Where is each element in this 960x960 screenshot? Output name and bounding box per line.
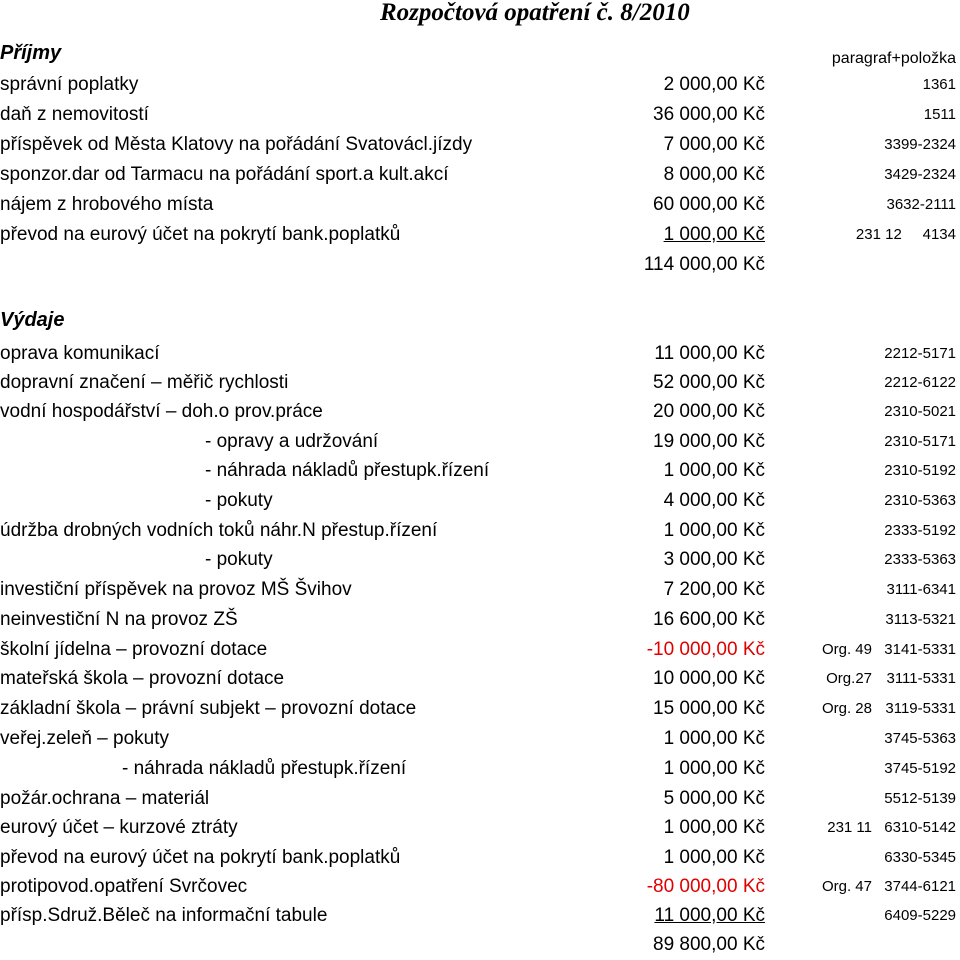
row-code: 1511 — [923, 106, 956, 123]
row-code: 2212-6122 — [884, 374, 956, 391]
row-label: školní jídelna – provozní dotace — [0, 639, 268, 660]
row-amount: 1 000,00 Kč — [663, 460, 765, 481]
expense-row — [0, 486, 960, 516]
row-amount: 1 000,00 Kč — [663, 758, 765, 779]
row-label: investiční příspěvek na provoz MŠ Švihov — [0, 579, 352, 600]
row-label: nájem z hrobového místa — [0, 194, 214, 215]
row-amount: 2 000,00 Kč — [663, 74, 765, 95]
row-label: eurový účet – kurzové ztráty — [0, 817, 238, 838]
row-code: 6409-5229 — [884, 907, 956, 924]
row-label: mateřská škola – provozní dotace — [0, 668, 285, 689]
row-code: 2310-5363 — [884, 492, 956, 509]
row-code: 2310-5192 — [884, 462, 956, 479]
expense-row — [0, 516, 960, 546]
income-row — [0, 130, 960, 160]
row-code: 2333-5363 — [884, 551, 956, 568]
row-code: 1361 — [922, 76, 956, 93]
row-amount: -80 000,00 Kč — [646, 876, 765, 897]
row-code: 3745-5192 — [884, 760, 956, 777]
row-org: Org.27 — [826, 670, 872, 687]
row-label: - náhrada nákladů přestupk.řízení — [122, 758, 407, 779]
row-label: přísp.Sdruž.Běleč na informační tabule — [0, 905, 328, 926]
row-amount: 15 000,00 Kč — [653, 698, 765, 719]
expense-row — [0, 545, 960, 575]
row-code: 3632-2111 — [886, 196, 956, 213]
row-code: 5512-5139 — [884, 790, 956, 807]
page-title: Rozpočtová opatření č. 8/2010 — [380, 0, 690, 26]
expense-row — [0, 694, 960, 724]
expense-row — [0, 813, 960, 843]
income-heading: Příjmy — [0, 42, 62, 64]
income-row — [0, 70, 960, 100]
row-code: 3744-6121 — [884, 878, 956, 895]
row-amount: 5 000,00 Kč — [663, 788, 765, 809]
row-code: 3141-5331 — [884, 641, 956, 658]
row-label: - opravy a udržování — [205, 431, 379, 452]
income-row — [0, 190, 960, 220]
expense-row — [0, 368, 960, 398]
row-amount: 20 000,00 Kč — [653, 401, 765, 422]
row-amount: 1 000,00 Kč — [663, 224, 765, 245]
row-amount: 3 000,00 Kč — [663, 549, 765, 570]
row-label: sponzor.dar od Tarmacu na pořádání sport.a kult.akcí — [0, 164, 449, 185]
row-org: Org. 47 — [821, 878, 872, 895]
expense-row — [0, 575, 960, 605]
row-amount: 16 600,00 Kč — [653, 609, 765, 630]
row-amount: 8 000,00 Kč — [663, 164, 765, 185]
row-amount: 60 000,00 Kč — [653, 194, 765, 215]
row-code: 2212-5171 — [884, 345, 956, 362]
row-label: - náhrada nákladů přestupk.řízení — [205, 460, 490, 481]
row-label: daň z nemovitostí — [0, 104, 149, 125]
income-row — [0, 220, 960, 250]
row-code: 231 12 4134 — [855, 226, 956, 243]
row-amount: -10 000,00 Kč — [646, 639, 765, 660]
row-code: 3111-6341 — [886, 581, 956, 598]
expense-row — [0, 635, 960, 665]
row-amount: 1 000,00 Kč — [663, 520, 765, 541]
row-amount: 10 000,00 Kč — [653, 668, 765, 689]
row-amount: 11 000,00 Kč — [654, 905, 765, 926]
column-header-paragraph-item: paragraf+položka — [831, 50, 956, 67]
row-amount: 4 000,00 Kč — [663, 490, 765, 511]
expense-row — [0, 724, 960, 754]
row-org: Org. 49 — [821, 641, 872, 658]
row-code: 3113-5321 — [885, 611, 956, 628]
row-label: požár.ochrana – materiál — [0, 788, 210, 809]
row-amount: 11 000,00 Kč — [654, 343, 765, 364]
income-row — [0, 100, 960, 130]
row-org: 231 11 — [827, 819, 872, 836]
row-code: 2310-5021 — [884, 403, 956, 420]
expense-row — [0, 784, 960, 814]
row-label: - pokuty — [205, 490, 273, 511]
row-amount: 7 200,00 Kč — [663, 579, 765, 600]
expense-row — [0, 901, 960, 931]
expenses-heading: Výdaje — [0, 309, 65, 331]
row-code: 2333-5192 — [884, 522, 956, 539]
row-code: 3111-5331 — [886, 670, 956, 687]
row-label: veřej.zeleň – pokuty — [0, 728, 169, 749]
expense-total-row — [0, 930, 960, 960]
row-label: neinvestiční N na provoz ZŠ — [0, 609, 238, 630]
row-label: základní škola – právní subjekt – provozní dotace — [0, 698, 417, 719]
row-code: 3429-2324 — [884, 166, 956, 183]
row-amount: 36 000,00 Kč — [653, 104, 765, 125]
row-org: Org. 28 — [821, 700, 872, 717]
expense-total: 89 800,00 Kč — [653, 934, 765, 955]
expense-row — [0, 664, 960, 694]
row-code: 3399-2324 — [884, 136, 956, 153]
row-label: dopravní značení – měřič rychlosti — [0, 372, 289, 393]
row-amount: 1 000,00 Kč — [663, 817, 765, 838]
expense-row — [0, 843, 960, 873]
row-code: 3119-5331 — [885, 700, 956, 717]
row-label: - pokuty — [205, 549, 273, 570]
expense-row — [0, 339, 960, 369]
expense-row — [0, 427, 960, 457]
row-label: protipovod.opatření Svrčovec — [0, 876, 248, 897]
row-amount: 1 000,00 Kč — [663, 847, 765, 868]
income-total-row — [0, 250, 960, 280]
row-label: vodní hospodářství – doh.o prov.práce — [0, 401, 323, 422]
row-label: převod na eurový účet na pokrytí bank.poplatků — [0, 224, 401, 245]
income-total: 114 000,00 Kč — [643, 254, 765, 275]
row-amount: 7 000,00 Kč — [663, 134, 765, 155]
expense-row — [0, 456, 960, 486]
row-label: oprava komunikací — [0, 343, 160, 364]
row-code: 6330-5345 — [884, 849, 956, 866]
row-amount: 1 000,00 Kč — [663, 728, 765, 749]
expense-row — [0, 397, 960, 427]
row-label: převod na eurový účet na pokrytí bank.poplatků — [0, 847, 401, 868]
row-code: 6310-5142 — [884, 819, 956, 836]
row-label: příspěvek od Města Klatovy na pořádání Svatovácl.jízdy — [0, 134, 473, 155]
expense-row — [0, 872, 960, 902]
expense-row — [0, 754, 960, 784]
row-code: 2310-5171 — [884, 433, 956, 450]
income-row — [0, 160, 960, 190]
row-code: 3745-5363 — [884, 730, 956, 747]
row-label: údržba drobných vodních toků náhr.N přestup.řízení — [0, 520, 438, 541]
expense-row — [0, 605, 960, 635]
row-label: správní poplatky — [0, 74, 139, 95]
row-amount: 19 000,00 Kč — [653, 431, 765, 452]
row-amount: 52 000,00 Kč — [653, 372, 765, 393]
